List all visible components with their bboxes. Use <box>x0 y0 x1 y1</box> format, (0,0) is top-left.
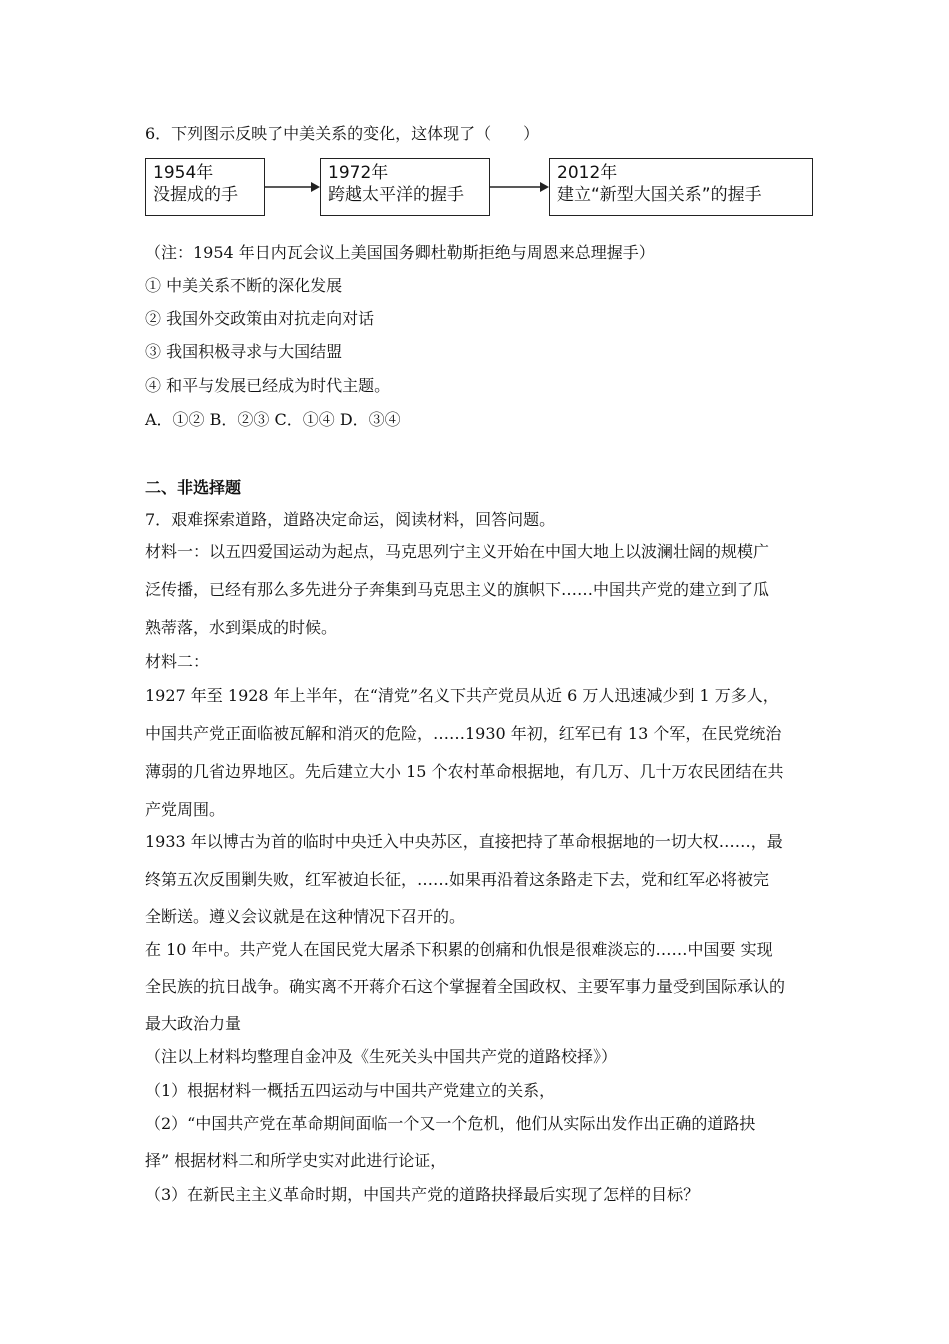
q7-sub-question: 择” 根据材料二和所学史实对此进行论证， <box>145 1151 447 1170</box>
timeline-box-1954 <box>145 158 265 216</box>
q6-options: A．①② B．②③ C．①④ D．③④ <box>145 410 401 429</box>
q7-sub-question: （1）根据材料一概括五四运动与中国共产党建立的关系， <box>145 1081 556 1100</box>
q7-sub-question: （3）在新民主主义革命时期，中国共产党的道路抉择最后实现了怎样的目标？ <box>145 1185 700 1204</box>
q6-item-3: ③ 我国积极寻求与大国结盟 <box>145 342 343 361</box>
material1-line: 泛传播，已经有那么多先进分子奔集到马克思主义的旗帜下……中国共产党的建立到了瓜 <box>145 580 770 599</box>
material1-line: 熟蒂落，水到渠成的时候。 <box>145 618 338 637</box>
q6-question: 6．下列图示反映了中美关系的变化，这体现了（ ） <box>145 124 540 143</box>
material2-line: 全断送。遵义会议就是在这种情况下召开的。 <box>145 907 466 926</box>
q6-item-2: ② 我国外交政策由对抗走向对话 <box>145 309 375 328</box>
material2-line: 全民族的抗日战争。确实离不开蒋介石这个掌握着全国政权、主要军事力量受到国际承认的 <box>145 977 786 996</box>
timeline-year: 1954年 <box>153 163 214 183</box>
material2-line: 1933 年以博古为首的临时中央迁入中央苏区，直接把持了革命根据地的一切大权……，最 <box>145 832 783 851</box>
material2-title: 材料二： <box>145 652 210 671</box>
q7-stem: 7．艰难探索道路，道路决定命运，阅读材料，回答问题。 <box>145 510 556 529</box>
material1-line: 材料一：以五四爱国运动为起点，马克思列宁主义开始在中国大地上以波澜壮阔的规模广 <box>145 542 770 561</box>
source-note: （注以上材料均整理自金冲及《生死关头中国共产党的道路校择》） <box>145 1047 618 1066</box>
material2-line: 在 10 年中。共产党人在国民党大屠杀下积累的创痛和仇恨是很难淡忘的……中国要 实现 <box>145 940 773 959</box>
q6-item-1: ① 中美关系不断的深化发展 <box>145 276 343 295</box>
material2-line: 最大政治力量 <box>145 1014 242 1033</box>
arrow-right-icon <box>490 178 550 196</box>
timeline-label: 没握成的手 <box>153 185 238 205</box>
material2-line: 薄弱的几省边界地区。先后建立大小 15 个农村革命根据地，有几万、几十万农民团结在共 <box>145 762 784 781</box>
timeline-label: 跨越太平洋的握手 <box>328 185 464 205</box>
timeline-label: 建立“新型大国关系”的握手 <box>557 185 762 205</box>
q6-note: （注：1954 年日内瓦会议上美国国务卿杜勒斯拒绝与周恩来总理握手） <box>145 243 655 262</box>
material2-line: 中国共产党正面临被瓦解和消灭的危险，……1930 年初，红军已有 13 个军，在民党统治 <box>145 724 782 743</box>
q6-item-4: ④ 和平与发展已经成为时代主题。 <box>145 376 391 395</box>
timeline-year: 1972年 <box>328 163 389 183</box>
timeline-box-2012 <box>549 158 813 216</box>
section-title: 二、非选择题 <box>145 478 242 497</box>
arrow-right-icon <box>265 178 321 196</box>
material2-line: 产党周围。 <box>145 800 226 819</box>
timeline-year: 2012年 <box>557 163 618 183</box>
material2-line: 1927 年至 1928 年上半年，在“清党”名义下共产党员从近 6 万人迅速减少到 1 万多人， <box>145 686 779 705</box>
timeline-box-1972 <box>320 158 490 216</box>
q7-sub-question: （2）“中国共产党在革命期间面临一个又一个危机，他们从实际出发作出正确的道路抉 <box>145 1114 756 1133</box>
material2-line: 终第五次反围剿失败，红军被迫长征，……如果再沿着这条路走下去，党和红军必将被完 <box>145 870 770 889</box>
